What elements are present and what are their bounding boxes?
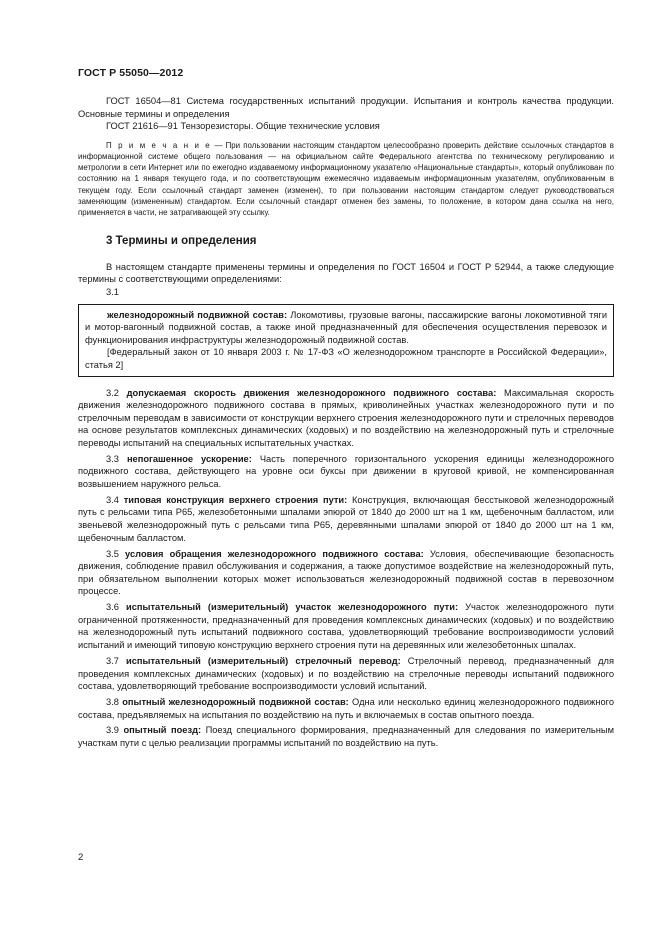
box-definition-text: Локомотивы, грузовые вагоны, пассажирские вагоны локомотивной тяги и мотор-вагонный подвижной состав, а также иной предназначенный для обеспечения осуществления перевозок и функционирования инфраструктуры железнодорожный подвижной состав. xyxy=(85,309,608,345)
definition-item xyxy=(78,494,614,544)
definition-term: испытательный (измерительный) стрелочный перевод: xyxy=(126,655,401,666)
reference-gost-16504: ГОСТ 16504—81 Система государственных испытаний продукции. Испытания и контроль качества продукции. Основные термины и определения xyxy=(78,96,614,119)
definition-number: 3.6 xyxy=(106,602,119,613)
definition-item xyxy=(78,601,614,651)
box-term: железнодорожный подвижной состав: xyxy=(107,309,288,320)
note-text: — При пользовании настоящим стандартом целесообразно проверить действие ссылочных стандартов в информационной системе общего пользования — на официальном сайте Федерального агентства по техническому регулированию и метрологии в сети Интернет или по ежегодно издаваемому информационному указателю «Национальные стандарты», который опубликован по состоянию на 1 января текущего года, и по соответствующим ежемесячно издаваемым информационным указателям, опубликованным в текущем году. Если ссылочный стандарт заменен (изменен), то при пользовании настоящим стандартом следует руководствоваться заменяющим (измененным) стандартом. Если ссылочный стандарт отменен без замены, то положение, в котором дана ссылка на него, применяется в части, не затрагивающей эту ссылку. xyxy=(78,140,614,217)
definition-text: Стрелочный перевод, предназначенный для проведения комплексных динамических (ходовых) и по воздействию на стрелочные переводы испытаний подвижного состава, удовлетворяющий требование воспроизводимости условий испытаний. xyxy=(78,655,614,692)
definition-text: Часть поперечного горизонтального ускорения единицы железнодорожного подвижного состава, действующего на уровне оси буксы при движении в круговой кривой, не компенсированная возвышением наружного рельса. xyxy=(78,453,614,489)
definition-term: непогашенное ускорение: xyxy=(126,453,252,464)
definitions-list xyxy=(78,387,614,750)
document-header: ГОСТ Р 55050—2012 xyxy=(78,67,184,79)
definition-number: 3.5 xyxy=(106,548,119,559)
definition-number: 3.8 xyxy=(106,696,119,707)
page-number: 2 xyxy=(78,852,84,863)
definition-item xyxy=(78,696,614,721)
definition-number: 3.2 xyxy=(106,387,119,398)
section-intro: В настоящем стандарте применены термины и определения по ГОСТ 16504 и ГОСТ Р 52944, а также следующие термины с соответствующими определениями: xyxy=(78,261,614,285)
box-source: [Федеральный закон от 10 января 2003 г. № 17-ФЗ «О железнодорожном транспорте в Российской Федерации», статья 2] xyxy=(85,347,607,370)
definition-item xyxy=(78,453,614,491)
definition-term: опытный поезд: xyxy=(123,725,202,736)
definition-term: опытный железнодорожный подвижной состав: xyxy=(122,696,349,707)
definition-number-3-1: 3.1 xyxy=(106,286,119,297)
box-definition xyxy=(85,309,607,347)
definition-text: Поезд специального формирования, предназначенный для следования по измерительным участкам пути с целью реализации программы испытаний по воздействию на путь. xyxy=(78,725,614,749)
definition-term: испытательный (измерительный) участок железнодорожного пути: xyxy=(126,602,459,613)
document-body xyxy=(78,95,614,753)
definition-item xyxy=(78,548,614,598)
definition-text: Максимальная скорость движения железнодорожного подвижного состава в прямых, криволинейных участках железнодорожного пути и по стрелочным переводам в зависимости от конструкции верхнего строения железнодорожного пути и стрелочных переводов на основе результатов комплексных динамических (ходовых) и по воздействию на железнодорожный путь и стрелочные переводы испытаний на специальных испытательных участках. xyxy=(78,387,614,448)
note-paragraph xyxy=(78,140,614,218)
note-label: П р и м е ч а н и е xyxy=(106,140,212,150)
definition-item xyxy=(78,655,614,693)
section-title: 3 Термины и определения xyxy=(106,235,257,248)
definition-term: типовая конструкция верхнего строения пути: xyxy=(123,494,348,505)
definition-number: 3.7 xyxy=(106,655,119,666)
quoted-definition-box xyxy=(78,304,614,377)
definition-number: 3.9 xyxy=(106,725,119,736)
definition-text: Конструкция, включающая бесстыковой железнодорожный путь с рельсами типа Р65, железобетонными шпалами эпюрой от 1840 до 2000 шт на 1 км, щебеночным балластом, или звеньевой железнодорожный путь с рельсами типа Р65, деревянными шпалами эпюрой от 1840 до 2000 шт на 1 км, щебеночным балластом. xyxy=(78,494,614,543)
definition-item xyxy=(78,387,614,450)
definition-term: условия обращения железнодорожного подвижного состава: xyxy=(125,548,424,559)
definition-text: Одна или несколько единиц железнодорожного подвижного состава, предъявляемых на испытания по воздействию на путь и включаемых в состав опытного поезда. xyxy=(78,696,614,720)
note-block xyxy=(78,140,614,218)
reference-gost-21616: ГОСТ 21616—91 Тензорезисторы. Общие технические условия xyxy=(106,121,380,132)
definition-text: Условия, обеспечивающие безопасность движения, соблюдение правил обслуживания и содержания, а также допустимое воздействие на железнодорожный путь, при обязательном выполнении которых может использоваться железнодорожный подвижной состав в перевозочном процессе. xyxy=(78,548,614,597)
definition-item xyxy=(78,724,614,749)
definition-term: допускаемая скорость движения железнодорожного подвижного состава: xyxy=(126,387,497,398)
definition-number: 3.4 xyxy=(106,494,119,505)
definition-text: Участок железнодорожного пути ограниченной протяженности, предназначенный для проведения комплексных динамических (ходовых) и по воздействию на железнодорожный путь испытаний подвижного состава, удовлетворяющий требование воспроизводимости условий испытаний и имеющий типовую конструкцию верхнего строения пути на деревянных или железобетонных шпалах. xyxy=(78,602,614,651)
definition-number: 3.3 xyxy=(106,453,119,464)
